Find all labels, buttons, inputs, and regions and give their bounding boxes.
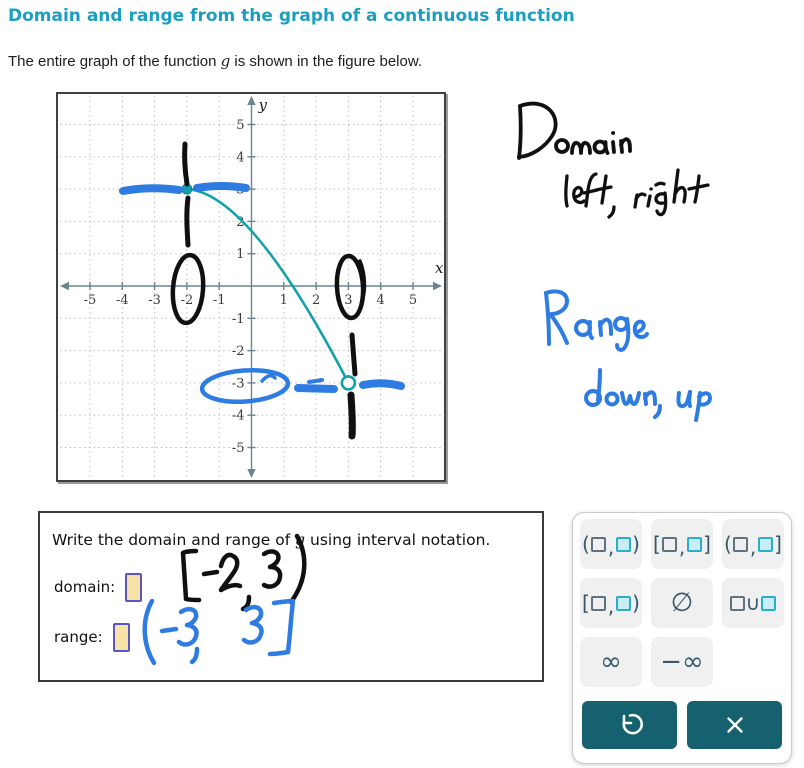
keypad-symbol: , xyxy=(749,535,757,559)
intro-prefix: The entire graph of the function xyxy=(8,53,221,70)
placeholder-box xyxy=(733,537,748,552)
range-answer-input[interactable] xyxy=(113,623,130,652)
intro-suffix: is shown in the figure below. xyxy=(230,53,423,70)
keypad-symbol: −∞ xyxy=(660,647,704,677)
keypad-negative-infinity-button[interactable] xyxy=(651,637,713,687)
handwriting-range-note xyxy=(546,291,647,349)
keypad-symbol: ∞ xyxy=(600,647,622,677)
svg-text:-3: -3 xyxy=(231,376,245,392)
keypad-symbol: ∪ xyxy=(745,591,761,615)
cyan-placeholder-box xyxy=(758,537,773,552)
open-endpoint xyxy=(342,376,355,389)
svg-text:3: 3 xyxy=(236,182,245,198)
function-curve xyxy=(182,184,355,392)
intro-text xyxy=(8,52,422,70)
graph-figure xyxy=(56,92,446,482)
tick-labels xyxy=(84,96,444,456)
placeholder-box xyxy=(730,596,745,611)
keypad-symbol: ) xyxy=(632,591,640,615)
answer-keypad-panel xyxy=(572,512,792,764)
axes xyxy=(60,96,442,478)
keypad-symbol: ) xyxy=(632,532,640,556)
svg-text:-2: -2 xyxy=(231,344,245,360)
svg-text:-5: -5 xyxy=(83,293,97,308)
keypad-empty-set-button[interactable] xyxy=(651,578,713,628)
keypad-interval-open-closed-button[interactable] xyxy=(722,519,784,569)
range-label: range: xyxy=(54,628,103,646)
page-title: Domain and range from the graph of a continuous function xyxy=(8,6,575,26)
undo-icon xyxy=(616,711,644,739)
svg-text:-1: -1 xyxy=(212,293,226,308)
svg-text:5: 5 xyxy=(236,118,245,133)
function-name: g xyxy=(220,52,231,70)
graph-svg xyxy=(58,94,444,480)
keypad-symbol: ] xyxy=(774,532,782,556)
keypad-interval-open-open-button[interactable] xyxy=(580,519,642,569)
cyan-placeholder-box xyxy=(616,596,631,611)
cyan-placeholder-box xyxy=(687,537,702,552)
keypad-union-button[interactable] xyxy=(722,578,784,628)
keypad-interval-closed-closed-button[interactable] xyxy=(651,519,713,569)
domain-answer-input[interactable] xyxy=(125,573,142,602)
closed-endpoint xyxy=(182,184,192,194)
handwriting-range-detail xyxy=(586,370,710,420)
svg-text:1: 1 xyxy=(236,247,245,263)
placeholder-box xyxy=(591,596,606,611)
svg-text:-4: -4 xyxy=(115,293,129,308)
svg-text:-4: -4 xyxy=(231,408,245,424)
domain-label: domain: xyxy=(54,578,116,596)
cyan-placeholder-box xyxy=(761,596,776,611)
keypad-symbol: , xyxy=(607,594,615,618)
close-button[interactable] xyxy=(687,701,782,749)
keypad-symbol: ( xyxy=(582,532,590,556)
svg-text:-1: -1 xyxy=(231,311,245,327)
svg-text:1: 1 xyxy=(279,293,288,308)
handwriting-domain-note xyxy=(519,104,630,158)
keypad-interval-closed-open-button[interactable] xyxy=(580,578,642,628)
keypad-symbol: ∅ xyxy=(670,588,694,618)
keypad-symbol: , xyxy=(607,535,615,559)
svg-text:3: 3 xyxy=(344,293,353,308)
x-axis-label: x xyxy=(435,259,444,277)
keypad-symbol: [ xyxy=(653,532,661,556)
svg-text:5: 5 xyxy=(408,293,418,308)
keypad-symbol: ] xyxy=(703,532,711,556)
domain-answer-row xyxy=(54,573,142,602)
placeholder-box xyxy=(662,537,677,552)
svg-text:4: 4 xyxy=(376,293,385,308)
svg-text:-3: -3 xyxy=(148,293,161,308)
question-text: Write the domain and range of g using interval notation. xyxy=(52,531,491,549)
handwriting-domain-detail xyxy=(566,170,708,217)
keypad-symbol: ( xyxy=(724,532,732,556)
svg-text:-2: -2 xyxy=(180,293,194,308)
function-name: g xyxy=(295,531,306,549)
svg-text:-5: -5 xyxy=(231,441,245,456)
keypad-infinity-button[interactable] xyxy=(580,637,642,687)
undo-button[interactable] xyxy=(582,701,677,749)
cyan-placeholder-box xyxy=(616,537,631,552)
svg-text:4: 4 xyxy=(236,150,245,166)
range-answer-row xyxy=(54,623,130,652)
svg-text:2: 2 xyxy=(236,214,245,230)
svg-text:2: 2 xyxy=(311,293,321,308)
y-axis-label: y xyxy=(258,96,267,114)
keypad-symbol: , xyxy=(678,535,686,559)
keypad-grid xyxy=(580,519,784,687)
close-icon xyxy=(721,711,749,739)
keypad-symbol: [ xyxy=(582,591,590,615)
placeholder-box xyxy=(591,537,606,552)
question-box xyxy=(38,511,544,682)
